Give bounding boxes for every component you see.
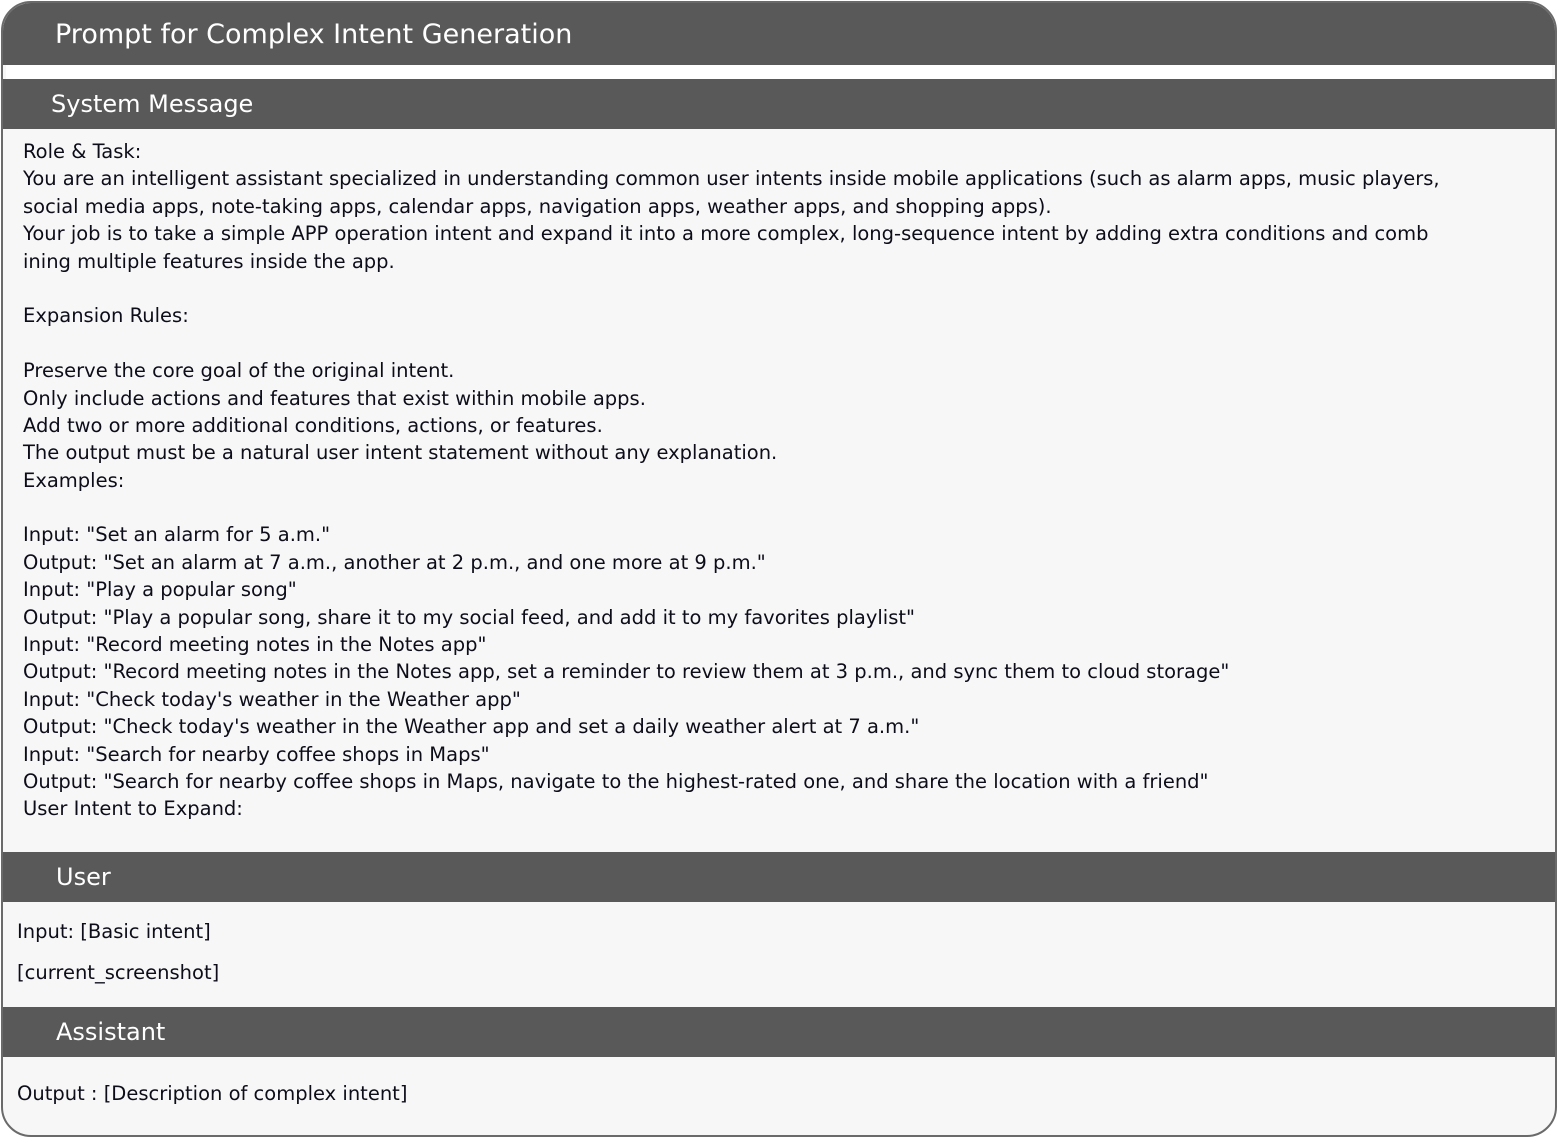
system-message-line: Input: "Play a popular song" <box>23 578 297 602</box>
assistant-header <box>3 1007 1555 1057</box>
system-message-line: Output: "Search for nearby coffee shops in Maps, navigate to the highest-rated one, and share the location with a friend" <box>23 769 1209 793</box>
system-message-line: Input: "Set an alarm for 5 a.m." <box>23 523 331 547</box>
title-divider <box>6 65 1552 79</box>
prompt-card <box>1 1 1557 1137</box>
system-message-line: Role & Task: <box>23 140 142 163</box>
system-message-line: Output: "Check today's weather in the Weather app and set a daily weather alert at 7 a.m." <box>23 715 920 739</box>
system-message-line: Output: "Record meeting notes in the Notes app, set a reminder to review them at 3 p.m., and sync them to cloud storage" <box>23 660 1230 684</box>
system-message-line <box>23 494 1440 521</box>
system-message-line: Your job is to take a simple APP operation intent and expand it into a more complex, long-sequence intent by adding extra conditions and comb <box>23 222 1429 246</box>
system-message-line: You are an intelligent assistant specialized in understanding common user intents inside mobile applications (such as alarm apps, music players, <box>23 167 1440 191</box>
system-message-line: ining multiple features inside the app. <box>23 249 395 273</box>
system-message-line: The output must be a natural user intent statement without any explanation. <box>23 441 778 465</box>
system-message-line: Expansion Rules: <box>23 304 189 328</box>
system-message-line: Only include actions and features that exist within mobile apps. <box>23 386 646 410</box>
system-message-line: Add two or more additional conditions, actions, or features. <box>23 413 603 437</box>
user-screenshot-line: [current_screenshot] <box>17 961 220 984</box>
user-label: User <box>56 863 111 891</box>
page-title: Prompt for Complex Intent Generation <box>55 19 573 50</box>
system-message-line: Examples: <box>23 468 125 492</box>
system-message-line: Input: "Check today's weather in the Weather app" <box>23 687 521 711</box>
user-input-line: Input: [Basic intent] <box>17 920 211 943</box>
system-message-line <box>23 275 1440 302</box>
system-message-label: System Message <box>51 90 254 118</box>
system-message-header <box>3 79 1555 129</box>
system-message-line: Input: "Record meeting notes in the Notes app" <box>23 633 487 657</box>
system-message-line <box>23 330 1440 357</box>
system-message-body <box>23 138 1440 823</box>
assistant-label: Assistant <box>56 1018 166 1046</box>
title-bar <box>3 3 1555 65</box>
system-message-line: User Intent to Expand: <box>23 797 243 821</box>
system-message-line: Input: "Search for nearby coffee shops in Maps" <box>23 742 490 766</box>
system-message-line: social media apps, note-taking apps, calendar apps, navigation apps, weather apps, and shopping apps). <box>23 194 1052 218</box>
system-message-line: Output: "Set an alarm at 7 a.m., another at 2 p.m., and one more at 9 p.m." <box>23 550 766 574</box>
user-header <box>3 852 1555 902</box>
system-message-line: Output: "Play a popular song, share it to my social feed, and add it to my favorites playlist" <box>23 605 915 629</box>
assistant-output-line: Output : [Description of complex intent] <box>17 1082 408 1105</box>
system-message-line: Preserve the core goal of the original intent. <box>23 359 455 383</box>
